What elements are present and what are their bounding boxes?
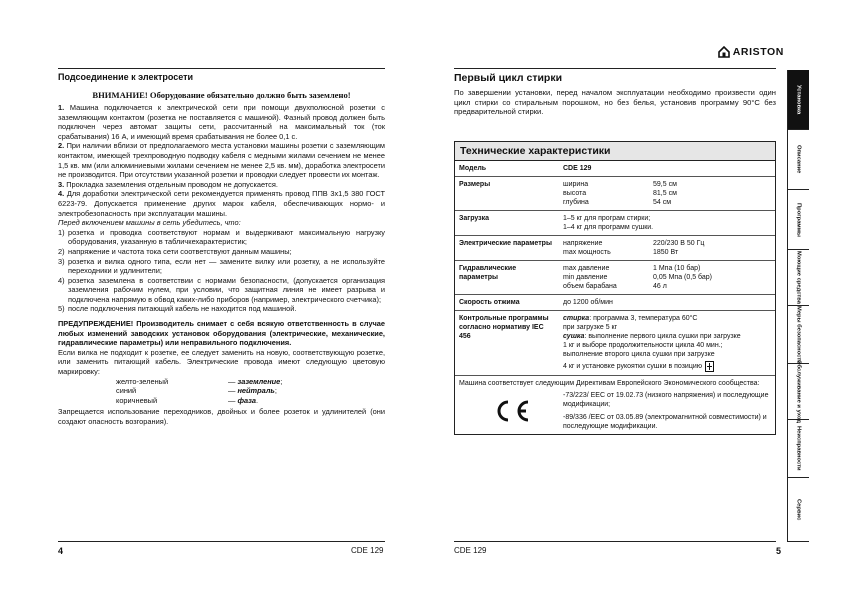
wire-role-end: . bbox=[255, 395, 259, 405]
check-item bbox=[58, 276, 385, 305]
footer-model: CDE 129 bbox=[351, 546, 384, 555]
check-num: 3) bbox=[58, 256, 65, 266]
spec-row-ce bbox=[455, 376, 775, 434]
check-text: розетка заземлена в соответствии с нормами безопасности, (допускается организация заземления рабочим нулем, при условии, что защитная линия не имеет разрыва и подключена напрямую в обвод каких-либо приборов (например, электрического счетчика); bbox=[68, 275, 385, 304]
dry-key: сушка bbox=[563, 333, 585, 340]
spec-label: Гидравлические параметры bbox=[459, 265, 517, 281]
wire-color-table bbox=[116, 377, 385, 406]
check-num: 1) bbox=[58, 227, 65, 237]
warning-title: ВНИМАНИЕ! Оборудование обязательно должно быть заземлено! bbox=[92, 90, 351, 100]
section-tab bbox=[788, 70, 809, 130]
check-text: после подключения питающий кабель не находится под машиной. bbox=[68, 304, 297, 314]
wash-key: стирка bbox=[563, 315, 590, 322]
check-item bbox=[58, 304, 385, 314]
section-tab bbox=[788, 130, 809, 190]
check-item bbox=[58, 228, 385, 247]
spec-row-control bbox=[455, 311, 775, 376]
check-text: напряжение и частота тока сети соответствуют данным машины; bbox=[68, 246, 292, 256]
wire-role bbox=[228, 396, 385, 406]
connection-text bbox=[58, 103, 385, 427]
spec-val: 1 Мпа (10 бар) bbox=[653, 265, 701, 272]
dry-text: : выполнение первого цикла сушки при загрузке bbox=[584, 333, 741, 340]
spec-value bbox=[559, 311, 775, 375]
wire-color: коричневый bbox=[116, 395, 158, 405]
check-num: 4) bbox=[58, 275, 65, 285]
spec-row-electrical bbox=[455, 236, 775, 261]
check-text: розетка и вилка одного типа, если нет — замените вилку или розетку, а не используйте переходники и удлинители; bbox=[68, 256, 385, 276]
spec-value: до 1200 об/мин bbox=[563, 299, 613, 306]
paragraph-1: Машина подключается к электрической сети при помощи двухполюсной розетки с заземляющим контактом (розетка не поставляется с машиной). Фазный провод должен быть подключен через автомат защиты сети, рассчитанный на максимальный ток (ток срабатывания) 16 А, и имеющий время срабатывания не более 0,1 с. bbox=[58, 103, 385, 141]
spec-row-dimensions bbox=[455, 177, 775, 211]
dry-text-4: 4 кг и установке рукоятки сушки в позицию bbox=[563, 363, 703, 370]
caution-text: ПРЕДУПРЕЖДЕНИЕ! Производитель снимает с себя всякую ответственность в случае любых изменений заводских установок оборудования (электрические, механические, гидравлические параметры) или неправильного подключения. bbox=[58, 319, 385, 348]
page-number: 5 bbox=[776, 546, 782, 556]
spec-label: Загрузка bbox=[459, 215, 490, 222]
spec-table bbox=[454, 141, 776, 435]
spec-key: max мощность bbox=[563, 249, 611, 256]
wash-text-2: при загрузке 5 кг bbox=[563, 324, 618, 331]
wire-color: синий bbox=[116, 386, 137, 396]
dry-text-3: выполнение второго цикла сушки при загрузке bbox=[563, 351, 715, 358]
spec-val: 59,5 см bbox=[653, 181, 677, 188]
paragraph-4: Для доработки электрической сети рекомендуется применять провод ППВ 3х1,5 380 ГОСТ 6223-79. Допускается применение других марок кабеля, обеспечивающих нормо- и электробезопасность при эксплуатации машины. bbox=[58, 189, 385, 218]
ce-directive-2: -89/336 /EEC от 03.05.89 (электромагнитной совместимости) и последующие модификации. bbox=[563, 414, 767, 430]
spec-row-model bbox=[455, 161, 775, 177]
section-heading: Подсоединение к электросети bbox=[58, 72, 194, 82]
p2-num: 2. bbox=[58, 141, 65, 151]
spec-val: 81,5 см bbox=[653, 190, 677, 197]
wire-dash: — bbox=[228, 376, 238, 386]
section-tab-label: Моющие средства bbox=[795, 251, 802, 304]
ce-mark-icon bbox=[459, 391, 563, 431]
p1-num: 1. bbox=[58, 103, 65, 112]
wire-role-end: ; bbox=[280, 376, 283, 386]
section-tab-label: Описание bbox=[795, 145, 802, 174]
ce-directive-1: -73/223/ EEC от 19.02.73 (низкого напряжения) и последующие модификации; bbox=[563, 392, 769, 408]
first-cycle-text: По завершении установки, перед началом эксплуатации необходимо произвести один цикл стирки со стиральным порошком, но без белья, установив программу 90°С без предварительной стирки. bbox=[454, 88, 776, 117]
spec-key: min давление bbox=[563, 274, 608, 281]
check-text: розетка и проводка соответствуют нормам и выдерживают максимальную нагрузку оборудования, указанную в табличкехарактеристик; bbox=[68, 227, 385, 247]
spec-value: CDE 129 bbox=[563, 165, 592, 172]
load-line: 1–4 кг для программ сушки. bbox=[563, 224, 654, 231]
bottom-rule bbox=[58, 541, 385, 542]
wire-dash: — bbox=[228, 386, 238, 396]
load-line: 1–5 кг для програм стирки; bbox=[563, 215, 651, 222]
wire-role bbox=[228, 377, 385, 387]
ce-intro: Машина соответствует следующим Директивам Европейского Экономического сообщества: bbox=[459, 380, 760, 387]
spec-label: Скорость отжима bbox=[459, 299, 520, 306]
check-item bbox=[58, 247, 385, 257]
final-text: Запрещается использование переходников, двойных и более розеток и удлинителей (они создают опасность возгорания). bbox=[58, 407, 385, 426]
page-number: 4 bbox=[58, 546, 64, 556]
section-tabs bbox=[787, 70, 808, 542]
spec-val: 0,05 Мпа (0,5 бар) bbox=[653, 274, 713, 281]
top-rule bbox=[58, 68, 385, 69]
p4-num: 4. bbox=[58, 189, 65, 199]
section-tab bbox=[788, 420, 809, 478]
house-icon bbox=[718, 46, 730, 58]
spec-row-hydraulic bbox=[455, 261, 775, 295]
section-tab-label: Обслуживание и уход bbox=[795, 359, 802, 424]
wire-role-name: заземление bbox=[237, 376, 281, 386]
spec-key: объем барабана bbox=[563, 283, 617, 290]
brand-name: ARISTON bbox=[732, 46, 784, 58]
wire-role-end: ; bbox=[274, 386, 277, 396]
plug-text: Если вилка не подходит к розетке, ее следует заменить на новую, соответствующую розетке, или заменить питающий кабель. Электрические провода имеют следующую цветовую маркировку: bbox=[58, 347, 385, 377]
section-tab bbox=[788, 250, 809, 306]
spec-key: высота bbox=[563, 190, 587, 197]
paragraph-3: Прокладка заземления отдельным проводом не допускается. bbox=[66, 179, 278, 189]
section-tab bbox=[788, 306, 809, 364]
check-num: 5) bbox=[58, 304, 65, 314]
spec-key: max давление bbox=[563, 265, 610, 272]
section-tab-label: Меры безопасности bbox=[795, 305, 802, 364]
section-tab-label: Неисправности bbox=[795, 426, 802, 471]
check-item bbox=[58, 257, 385, 276]
check-intro: Перед включением машины в сеть убедитесь, что: bbox=[58, 218, 241, 228]
dry-position-icon bbox=[705, 361, 714, 372]
wire-dash: — bbox=[228, 395, 238, 405]
spec-row-spin bbox=[455, 295, 775, 311]
spec-value bbox=[559, 177, 775, 210]
check-num: 2) bbox=[58, 246, 65, 256]
spec-label: Электрические параметры bbox=[459, 240, 552, 247]
spec-label: Размеры bbox=[459, 181, 491, 188]
first-cycle-heading: Первый цикл стирки bbox=[454, 72, 563, 84]
spec-key: глубина bbox=[563, 199, 589, 206]
footer-model: CDE 129 bbox=[454, 546, 487, 555]
section-tab-label: Сервис bbox=[795, 498, 802, 521]
section-tab bbox=[788, 190, 809, 250]
right-top-rule bbox=[454, 68, 776, 69]
wash-text: : программа 3, температура 60°С bbox=[589, 315, 698, 322]
check-list bbox=[58, 228, 385, 314]
section-tab-label: Установка bbox=[795, 84, 802, 115]
wire-role bbox=[228, 386, 385, 396]
spec-key: напряжение bbox=[563, 240, 603, 247]
spec-val: 54 см bbox=[653, 199, 672, 206]
wire-color: желто-зеленый bbox=[116, 376, 169, 386]
paragraph-2: При наличии вблизи от предполагаемого места установки машины розетки с заземляющим контактом, имеющей трехпроводную подводку кабеля с медными жилами сечением не менее 1,5 кв. мм (или алюминиевыми жилами сечением не менее 2,5 кв. мм), доработка электросети не производится. При отсутствии указанной розетки и проводки следует провести их монтаж. bbox=[58, 141, 385, 180]
spec-value bbox=[559, 236, 775, 260]
right-bottom-rule bbox=[454, 541, 776, 542]
spec-row-load bbox=[455, 211, 775, 236]
section-tab-label: Программы bbox=[795, 202, 802, 237]
spec-val: 1850 Вт bbox=[653, 249, 679, 256]
dry-text-2: 1 кг и выборе продолжительности цикла 40 мин.; bbox=[563, 342, 723, 349]
spec-label: Модель bbox=[459, 165, 487, 172]
wire-role-name: фаза bbox=[237, 395, 256, 405]
spec-val: 46 л bbox=[653, 283, 667, 290]
spec-value bbox=[559, 211, 775, 235]
p3-num: 3. bbox=[58, 179, 65, 189]
section-tab bbox=[788, 478, 809, 542]
section-tab bbox=[788, 359, 809, 424]
spec-value bbox=[559, 261, 775, 294]
wire-role-name: нейтраль bbox=[237, 386, 275, 396]
brand-logo bbox=[718, 46, 784, 58]
spec-label: Контрольные программы согласно нормативу IEC 456 bbox=[459, 315, 549, 340]
spec-title: Технические характеристики bbox=[455, 142, 775, 161]
spec-val: 220/230 В 50 Гц bbox=[653, 240, 705, 247]
spec-key: ширина bbox=[563, 181, 589, 188]
